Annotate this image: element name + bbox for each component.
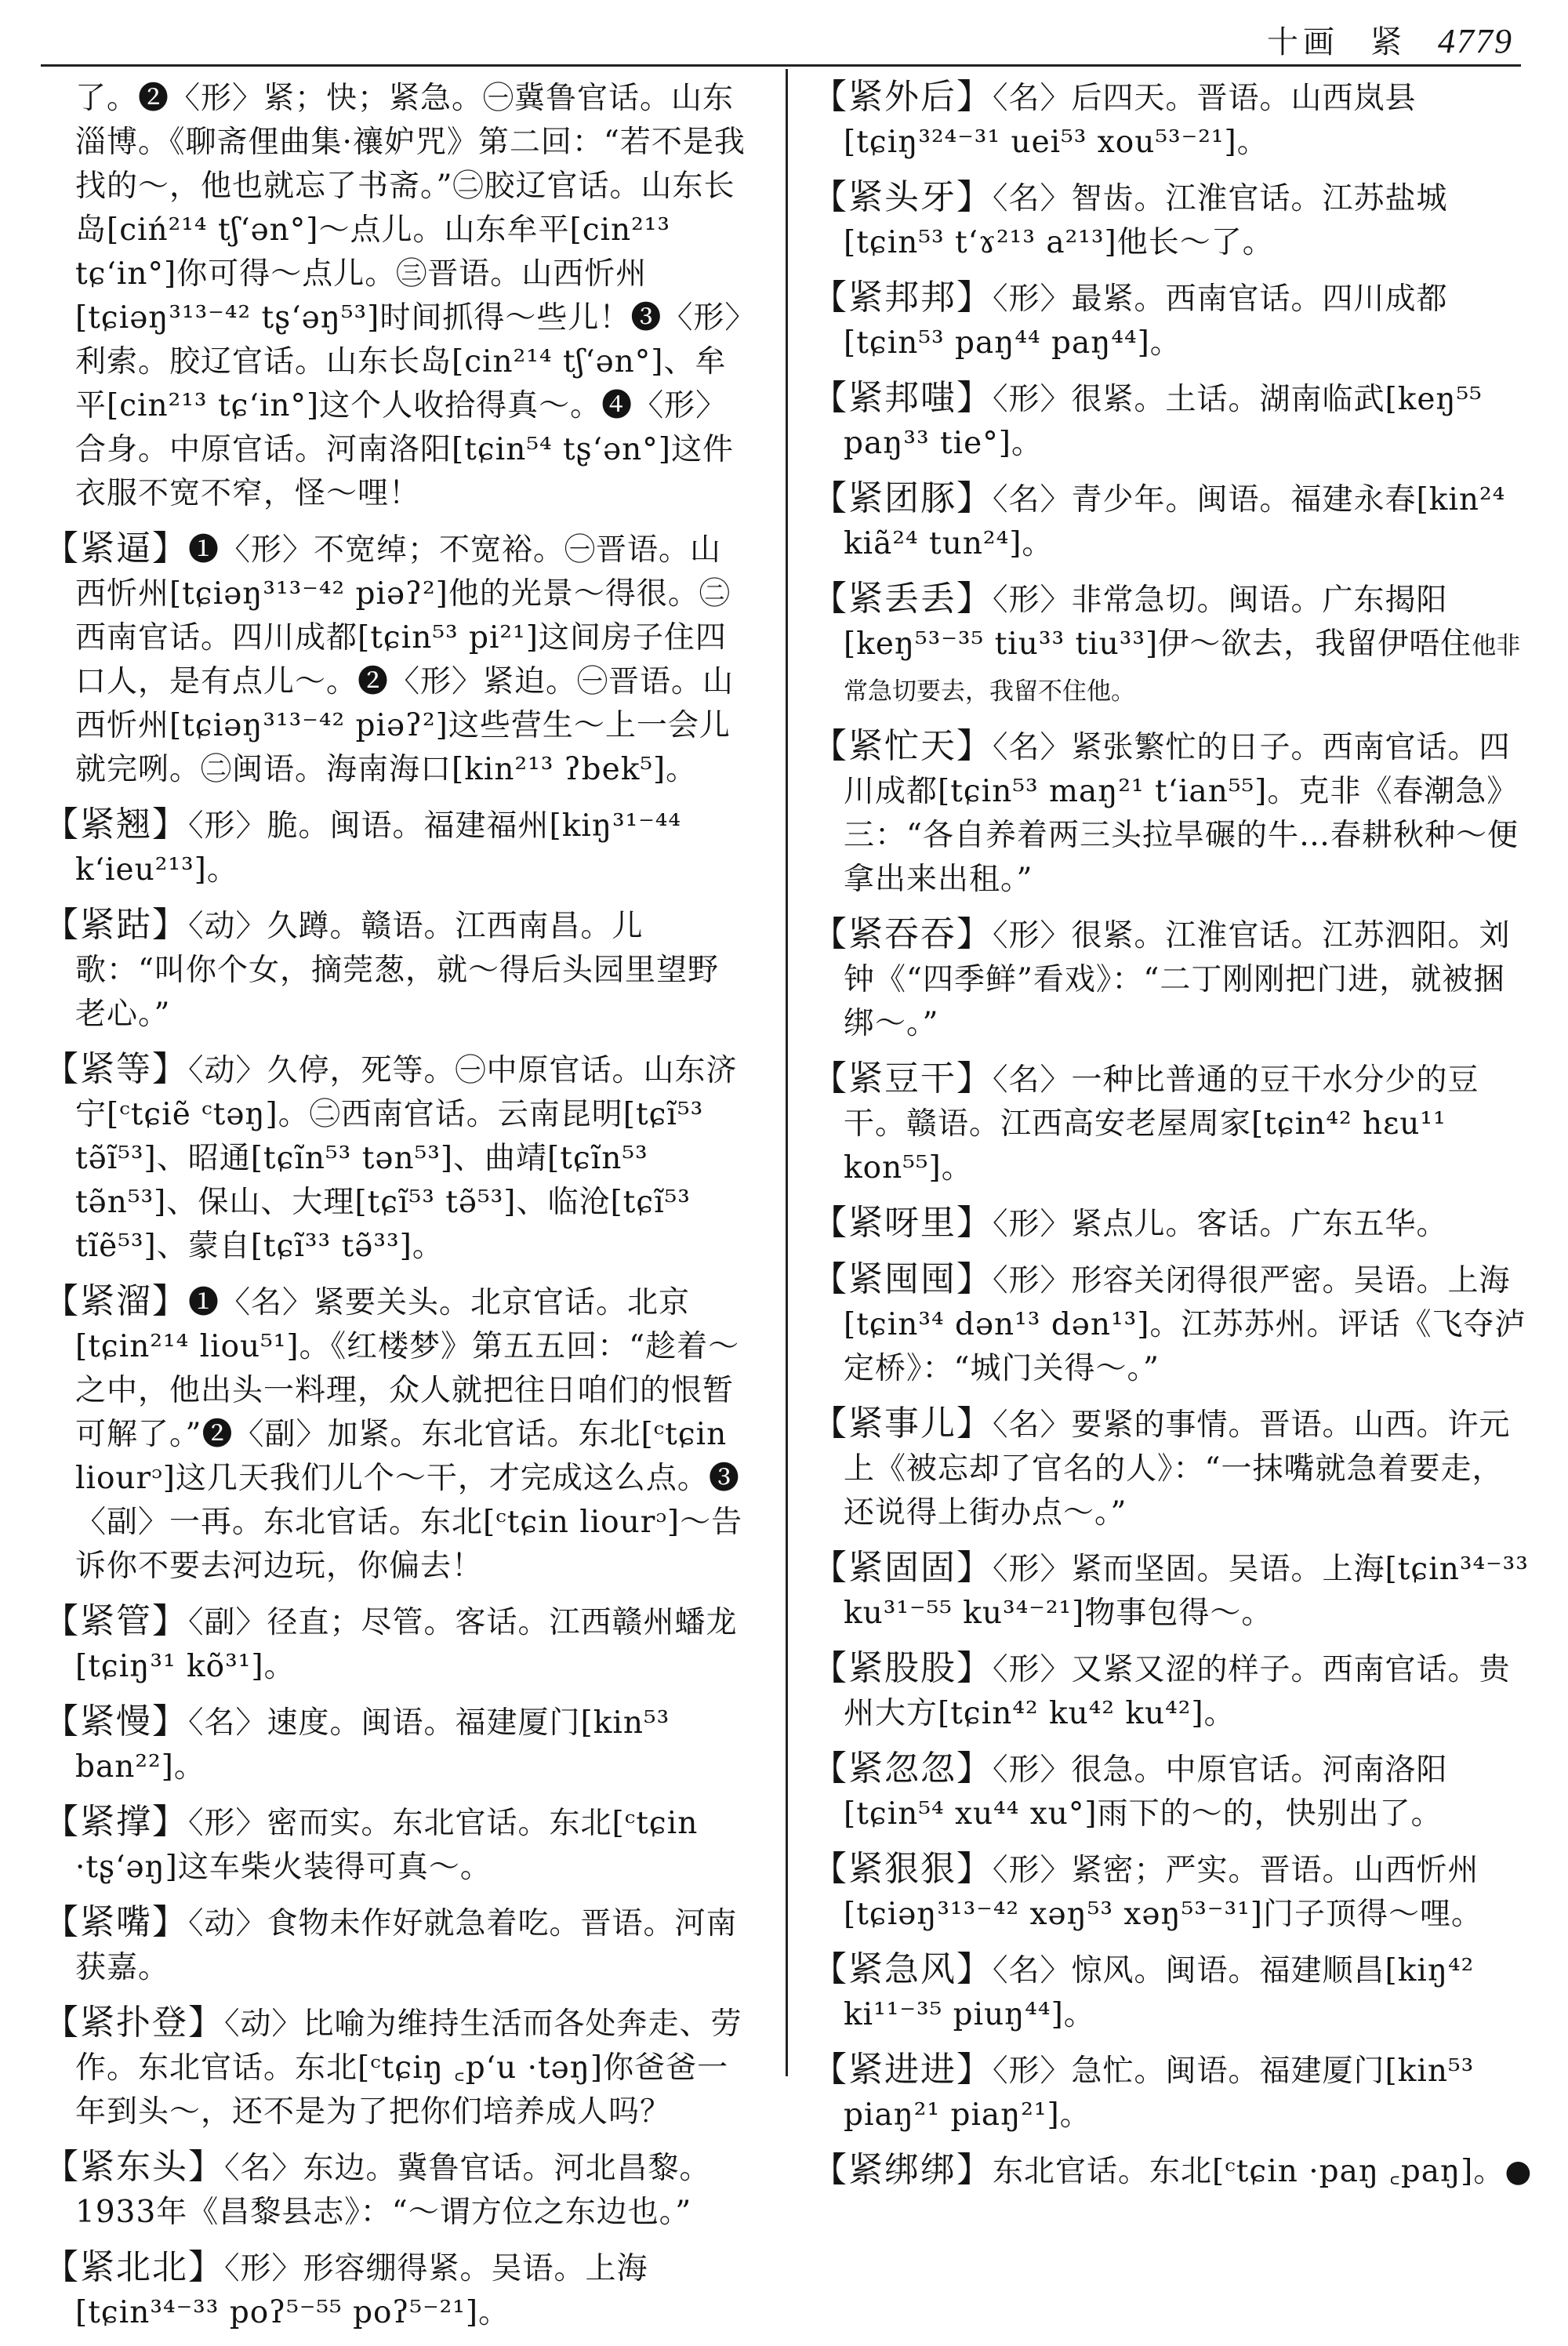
entry-definition: 〈名〉青少年。闽语。福建永春[kin²⁴ kiã²⁴ tun²⁴]。 [844,482,1506,561]
entry-definition: 〈形〉很紧。江淮官话。江苏泗阳。刘钟《“四季鲜”看戏》：“二丁刚刚把门进，就被捆绑～。” [844,918,1511,1041]
dictionary-entry [812,1847,1534,1937]
dictionary-entry [44,1280,750,1589]
entry-definition: 〈形〉紧点儿。客话。广东五华。 [993,1207,1448,1242]
dictionary-entry [812,1948,1534,2037]
dictionary-entry [812,1747,1534,1836]
dictionary-entry [812,376,1534,466]
entry-definition: 〈形〉非常急切。闽语。广东揭阳[keŋ⁵³⁻³⁵ tiu³³ tiu³³]伊～欲去，我留伊唔住 [844,583,1472,662]
entry-headword: 【紧事儿】 [812,1404,993,1444]
dictionary-entry [812,75,1534,165]
dictionary-entry [812,1057,1534,1190]
entry-definition: 〈形〉脆。闽语。福建福州[kiŋ³¹⁻⁴⁴ k‘ieu²¹³]。 [75,808,682,888]
dictionary-entry [44,1600,750,1689]
dictionary-entry [812,577,1534,714]
entry-definition: 〈名〉惊风。闽语。福建顺昌[kiŋ⁴² ki¹¹⁻³⁵ piuŋ⁴⁴]。 [844,1953,1475,2032]
entry-headword: 【紧头牙】 [812,177,993,217]
entry-definition: 〈形〉急忙。闽语。福建厦门[kin⁵³ piaŋ²¹ piaŋ²¹]。 [844,2054,1475,2133]
dictionary-entry [44,527,750,792]
entry-definition: 〈动〉久蹲。赣语。江西南昌。儿歌：“叫你个女，摘莞葱，就～得后头园里望野老心。” [75,909,719,1032]
dictionary-entry [812,1201,1534,1247]
entry-headword: 【紧撑】 [44,1802,188,1842]
entry-headword: 【紧丢丢】 [812,579,993,619]
entry-definition: 了。❷〈形〉紧；快；紧急。㊀冀鲁官话。山东淄博。《聊斋俚曲集·禳妒咒》第二回：“若不是我找的～，他也就忘了书斋。”㊁胶辽官话。山东长岛[ciń²¹⁴ tʃ‘ən°]～点儿。山东牟平[cin²¹³ tɕ‘in°]你可得～点儿。㊂晋语。山西忻州[tɕiəŋ³¹³⁻⁴² tʂ‘əŋ⁵³]时间抓得～些儿！❸〈形〉利索。胶辽官话。山东长岛[cin²¹⁴ tʃ‘ən°]、牟平[cin²¹³ tɕ‘in°]这个人收拾得真～。❹〈形〉合身。中原官话。河南洛阳[tɕin⁵⁴ tʂ‘ən°]这件衣服不宽不窄，怪～哩！ [75,81,746,511]
dictionary-entry [44,2001,750,2134]
header-rule [41,64,1521,67]
entry-definition: 〈动〉食物未作好就急着吃。晋语。河南获嘉。 [75,1906,738,1985]
dictionary-entry [44,2246,750,2335]
entry-headword: 【紧等】 [44,1049,188,1089]
entry-headword: 【紧豆干】 [812,1059,993,1099]
entry-headword: 【紧呀里】 [812,1203,993,1243]
column-divider [786,69,788,2076]
dictionary-entry [44,1048,750,1269]
dictionary-entry [812,1258,1534,1391]
entry-headword: 【紧北北】 [44,2247,224,2287]
entry-headword: 【紧东头】 [44,2147,224,2187]
entry-headword: 【紧进进】 [812,2050,993,2090]
entry-definition: 〈形〉形容绷得紧。吴语。上海[tɕin³⁴⁻³³ poʔ⁵⁻⁵⁵ poʔ⁵⁻²¹]。 [75,2251,648,2330]
entry-headword: 【紧团豚】 [812,478,993,518]
page-header [1267,17,1513,62]
dictionary-entry [812,913,1534,1046]
entry-definition: 〈形〉又紧又涩的样子。西南官话。贵州大方[tɕin⁴² ku⁴² ku⁴²]。 [844,1652,1511,1731]
entry-definition: 〈名〉要紧的事情。晋语。山西。许元上《被忘却了官名的人》：“一抹嘴就急着要走，还说得上街办点～。” [844,1407,1511,1531]
entry-definition: 〈形〉密而实。东北官话。东北[ᶜtɕin ·tʂ‘əŋ]这车柴火装得可真～。 [75,1806,699,1885]
entry-headword: 【紧溜】 [44,1281,188,1321]
entry-definition: 〈动〉比喻为维持生活而各处奔走、劳作。东北官话。东北[ᶜtɕiŋ ꜀p‘u ·təŋ]你爸爸一年到头～，还不是为了把你们培养成人吗？ [75,2006,742,2130]
entry-definition: 东北官话。东北[ᶜtɕin ·paŋ ꜀paŋ]。● [993,2154,1533,2189]
entry-headword: 【紧慢】 [44,1701,188,1741]
entry-headword: 【紧跍】 [44,905,188,945]
header-char: 紧 [1370,24,1406,60]
entry-definition: 〈副〉径直；尽管。客话。江西赣州蟠龙[tɕiŋ³¹ kõ³¹]。 [75,1605,738,1684]
dictionary-entry [44,2145,750,2235]
entry-definition: ❶〈形〉不宽绰；不宽裕。㊀晋语。山西忻州[tɕiəŋ³¹³⁻⁴² piəʔ²]他的光景～得很。㊁西南官话。四川成都[tɕin⁵³ pi²¹]这间房子住四口人，是有点儿～。❷〈形〉紧迫。㊀晋语。山西忻州[tɕiəŋ³¹³⁻⁴² piəʔ²]这些营生～上一会儿就完咧。㊁闽语。海南海口[kin²¹³ ʔbek⁵]。 [75,532,735,787]
entry-headword: 【紧邦嗤】 [812,378,993,418]
entry-headword: 【紧外后】 [812,77,993,117]
dictionary-entry [812,477,1534,566]
entry-headword: 【紧翘】 [44,804,188,844]
left-column [44,75,750,2346]
entry-definition: 〈形〉形容关闭得很严密。吴语。上海[tɕin³⁴ dən¹³ dən¹³]。江苏苏州。评话《飞夺泸定桥》：“城门关得～。” [844,1263,1526,1386]
dictionary-entry [44,1800,750,1890]
entry-headword: 【紧扑登】 [44,2003,224,2043]
entry-definition: 〈名〉智齿。江淮官话。江苏盐城[tɕin⁵³ t‘ɤ²¹³ a²¹³]他长～了。 [844,181,1448,260]
entry-headword: 【紧急风】 [812,1949,993,1989]
dictionary-entry [44,803,750,892]
entry-headword: 【紧嘴】 [44,1902,188,1942]
entry-definition: 〈动〉久停，死等。㊀中原官话。山东济宁[ᶜtɕiẽ ᶜtəŋ]。㊁西南官话。云南昆明[tɕĩ⁵³ tə̃ĩ⁵³]、昭通[tɕĩn⁵³ tən⁵³]、曲靖[tɕĩn⁵³ tə̃n⁵³]、保山、大理[tɕĩ⁵³ tə̃⁵³]、临沧[tɕĩ⁵³ tĩẽ⁵³]、蒙自[tɕĩ³³ tə̃³³]。 [75,1053,738,1264]
entry-definition: 〈名〉紧张繁忙的日子。西南官话。四川成都[tɕin⁵³ maŋ²¹ t‘ian⁵⁵]。克非《春潮急》三：“各自养着两三头拉旱碾的牛…春耕秋种～便拿出来出租。” [844,730,1519,897]
entry-definition: 〈形〉紧密；严实。晋语。山西忻州[tɕiəŋ³¹³⁻⁴² xəŋ⁵³ xəŋ⁵³⁻³¹]门子顶得～哩。 [844,1853,1483,1932]
entry-headword: 【紧逼】 [44,528,188,568]
entry-headword: 【紧绑绑】 [812,2150,993,2190]
entry-headword: 【紧管】 [44,1601,188,1641]
dictionary-entry [812,1546,1534,1636]
dictionary-entry [812,2148,1534,2194]
page-number: 4779 [1438,22,1513,60]
entry-headword: 【紧忙天】 [812,726,993,766]
dictionary-entry [44,903,750,1037]
section-label: 十画 [1267,24,1339,60]
entry-definition: 〈名〉东边。冀鲁官话。河北昌黎。1933年《昌黎县志》：“～谓方位之东边也。” [75,2151,711,2230]
dictionary-entry [812,176,1534,265]
dictionary-entry [44,1901,750,1990]
entry-definition: 〈形〉紧而坚固。吴语。上海[tɕin³⁴⁻³³ ku³¹⁻⁵⁵ ku³⁴⁻²¹]物事包得～。 [844,1552,1529,1631]
entry-headword: 【紧股股】 [812,1648,993,1688]
entry-headword: 【紧囤囤】 [812,1259,993,1299]
dictionary-entry [812,1647,1534,1736]
entry-definition: 〈形〉很急。中原官话。河南洛阳[tɕin⁵⁴ xu⁴⁴ xu°]雨下的～的，快别出了。 [844,1752,1448,1832]
dictionary-entry [812,2048,1534,2137]
entry-definition: 〈名〉后四天。晋语。山西岚县[tɕiŋ³²⁴⁻³¹ uei⁵³ xou⁵³⁻²¹]。 [844,81,1417,160]
entry-headword: 【紧固固】 [812,1548,993,1588]
entry-gloss: 他非常急切要去，我留不住他。 [844,632,1521,706]
dictionary-entry [44,75,750,516]
entry-headword: 【紧狠狠】 [812,1849,993,1889]
dictionary-entry [812,724,1534,902]
entry-headword: 【紧邦邦】 [812,278,993,318]
dictionary-entry [44,1700,750,1789]
entry-definition: 〈形〉很紧。土话。湖南临武[keŋ⁵⁵ paŋ³³ tie°]。 [844,382,1483,461]
entry-headword: 【紧吞吞】 [812,914,993,954]
entry-definition: 〈名〉速度。闽语。福建厦门[kin⁵³ ban²²]。 [75,1705,670,1785]
entry-definition: 〈名〉一种比普通的豆干水分少的豆干。赣语。江西高安老屋周家[tɕin⁴² hɛu¹¹ kon⁵⁵]。 [844,1062,1479,1186]
entry-headword: 【紧忽忽】 [812,1749,993,1789]
dictionary-entry [812,276,1534,365]
entry-definition: ❶〈名〉紧要关头。北京官话。北京[tɕin²¹⁴ liou⁵¹]。《红楼梦》第五五回：“趁着～之中，他出头一料理，众人就把往日咱们的恨暂可解了。”❷〈副〉加紧。东北官话。东北[ᶜtɕin liourᵓ]这几天我们儿个～干，才完成这么点。❸〈副〉一再。东北官话。东北[ᶜtɕin liourᵓ]～告诉你不要去河边玩，你偏去！ [75,1285,743,1584]
right-column [812,75,1534,2205]
entry-definition: 〈形〉最紧。西南官话。四川成都[tɕin⁵³ paŋ⁴⁴ paŋ⁴⁴]。 [844,281,1448,361]
dictionary-entry [812,1402,1534,1535]
